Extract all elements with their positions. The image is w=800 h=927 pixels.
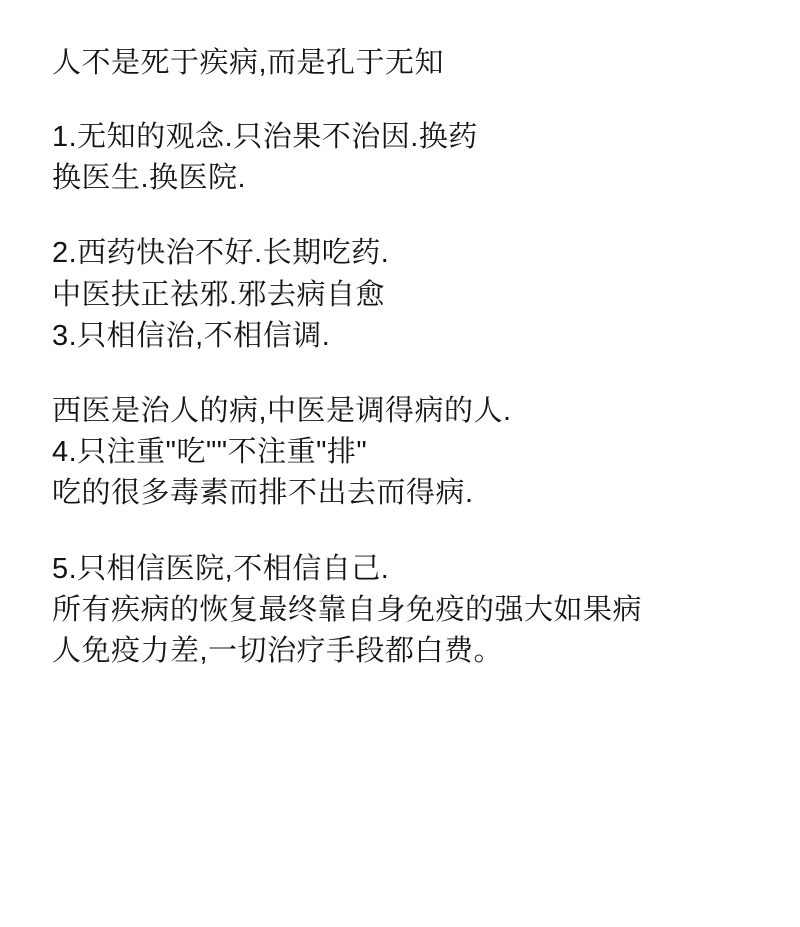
paragraph-4: [52, 549, 748, 673]
paragraph-1: [52, 117, 748, 199]
text-line: 西医是治人的病,中医是调得病的人.: [52, 395, 512, 427]
text-line: 人免疫力差,一切治疗手段都白费。: [52, 634, 504, 667]
text-line: 所有疾病的恢复最终靠自身免疫的强大如果病: [52, 593, 643, 626]
text-line: 5.只相信医院,不相信自己.: [52, 552, 390, 585]
text-line: 4.只注重"吃""不注重"排": [52, 436, 368, 469]
text-line: 中医扶正祛邪.邪去病自愈: [52, 278, 386, 311]
text-line: 3.只相信治,不相信调.: [52, 319, 331, 352]
text-line: 1.无知的观念.只治果不治因.换药: [52, 121, 478, 154]
paragraph-3: [52, 391, 748, 515]
document-title: 人不是死于疾病,而是孔于无知: [52, 47, 445, 79]
paragraph-2: [52, 233, 748, 357]
text-line: 2.西药快治不好.长期吃药.: [52, 237, 390, 270]
text-line: 换医生.换医院.: [52, 162, 247, 195]
text-line: 吃的很多毒素而排不出去而得病.: [52, 477, 474, 510]
